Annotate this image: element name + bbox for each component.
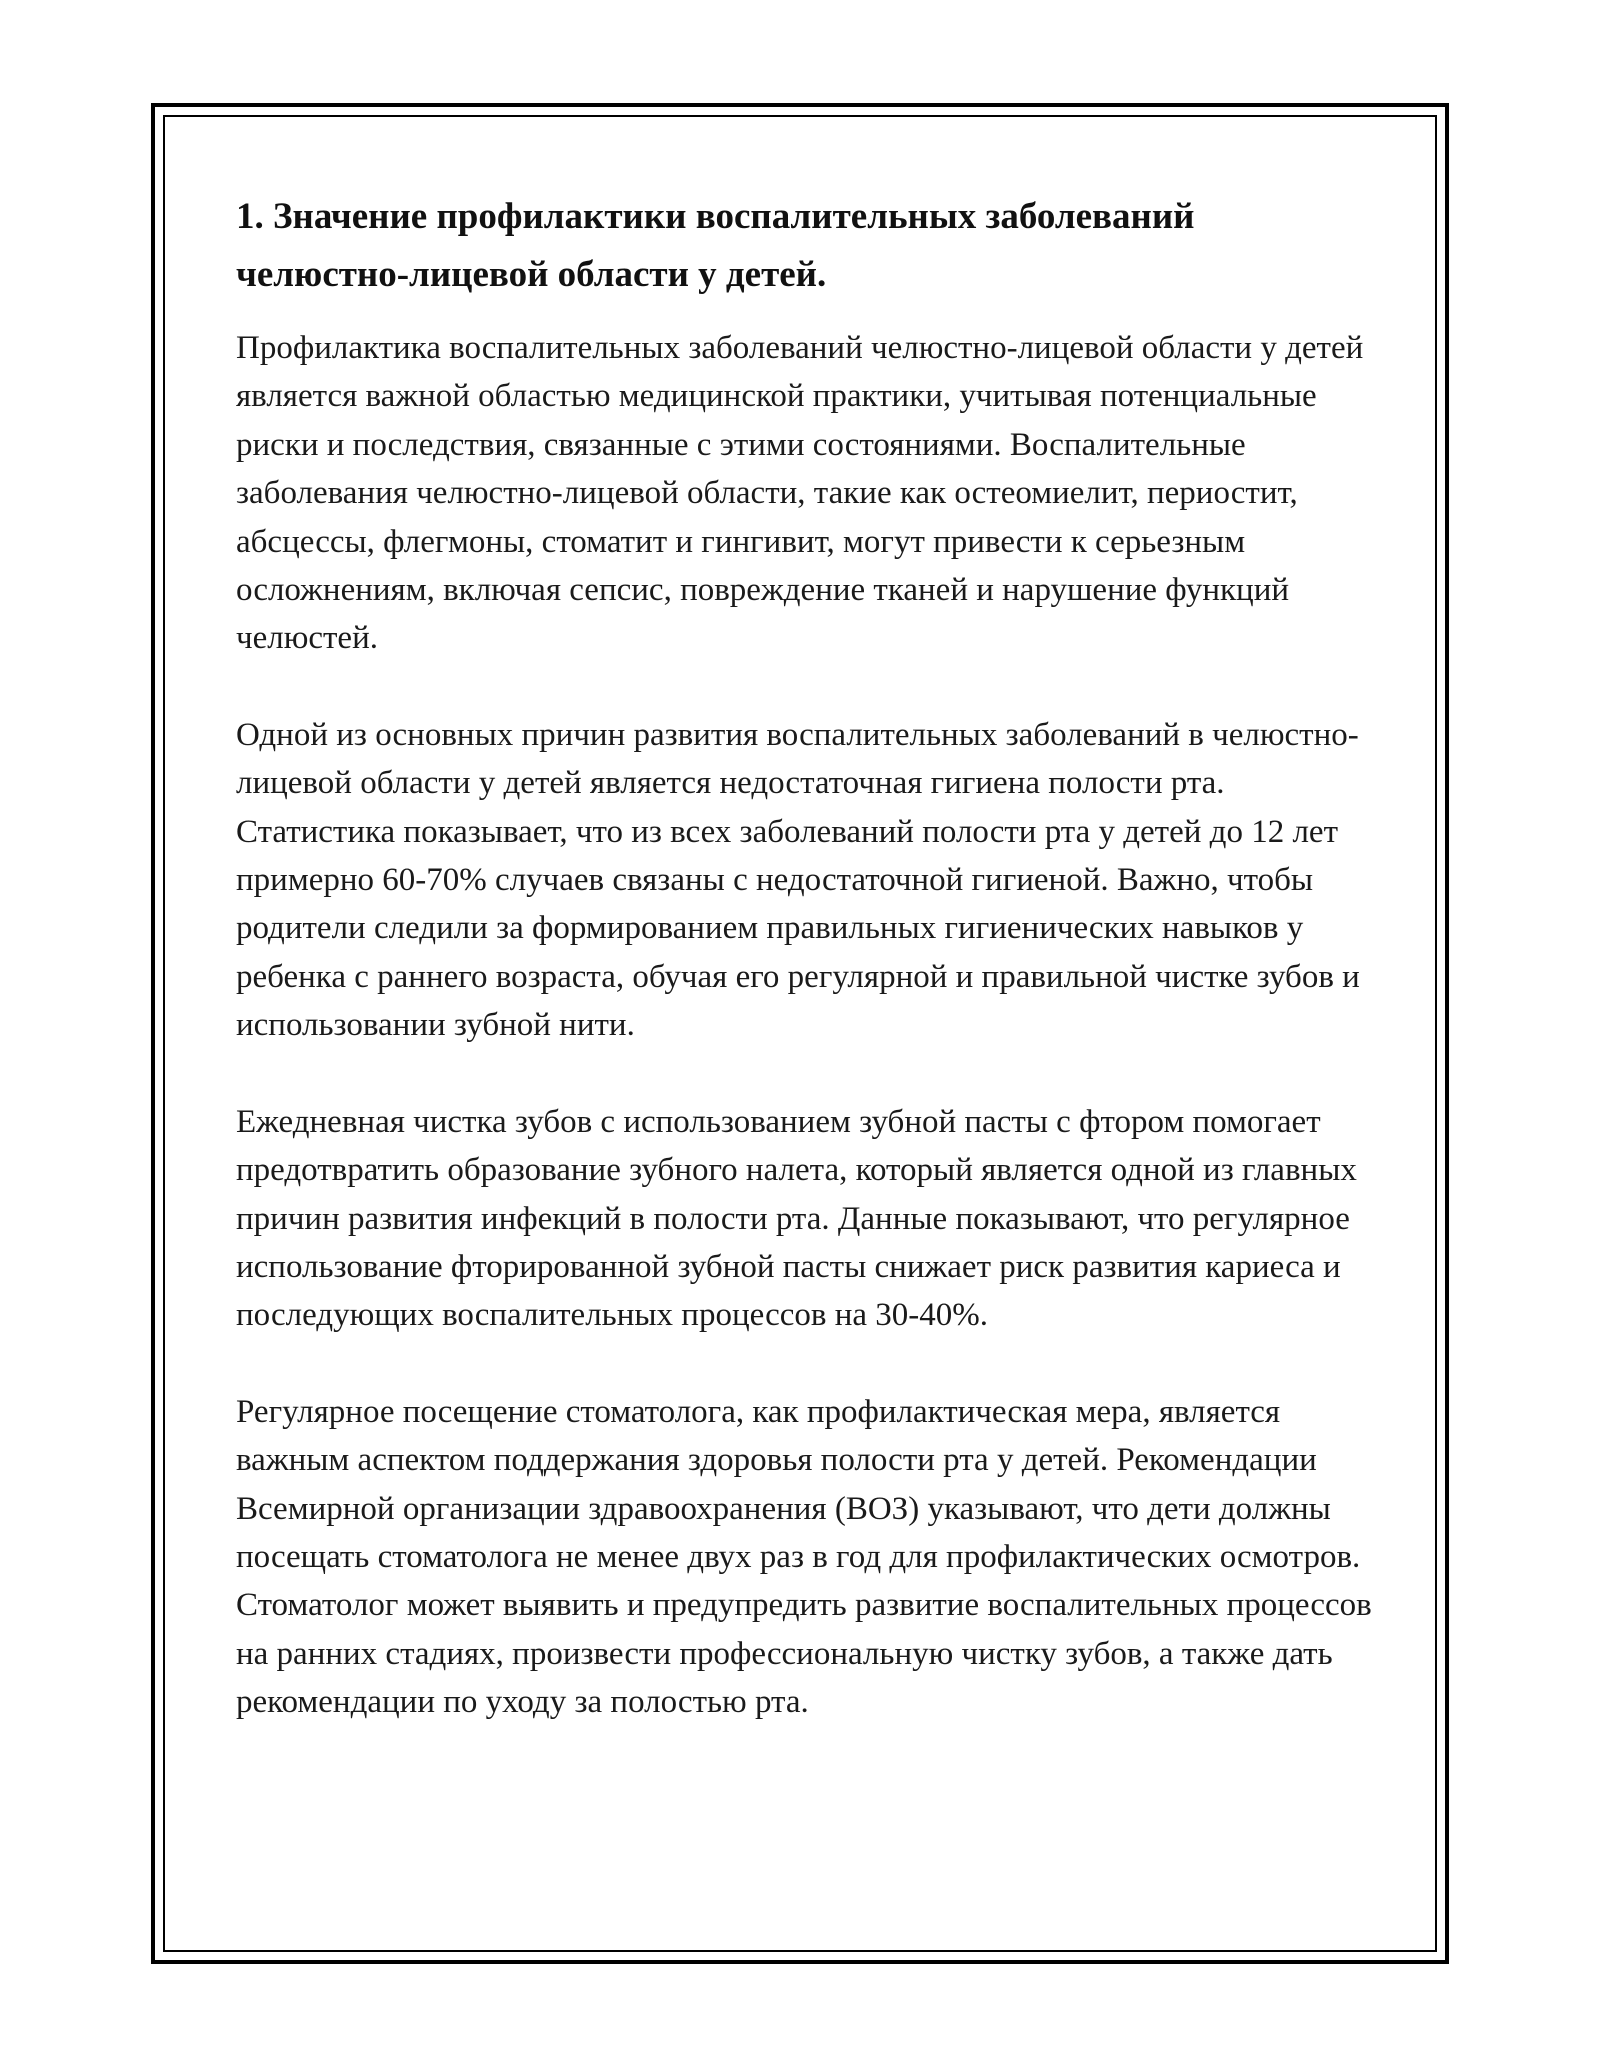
document-body [236,188,1376,1727]
paragraph-oral-hygiene: Одной из основных причин развития воспалительных заболеваний в челюстно-лицевой области у детей является недостаточная гигиена полости рта. Статистика показывает, что из всех заболеваний полости рта у детей до 12 лет примерно 60-70% случаев связаны с недостаточной гигиеной. Важно, чтобы родители следили за формированием правильных гигиенических навыков у ребенка с раннего возраста, обучая его регулярной и правильной чистке зубов и использовании зубной нити. [236,716,1360,1044]
paragraph-dentist-visits: Регулярное посещение стоматолога, как профилактическая мера, является важным аспектом поддержания здоровья полости рта у детей. Рекомендации Всемирной организации здравоохранения (ВОЗ) указывают, что дети должны посещать стоматолога не менее двух раз в год для профилактических осмотров. Стоматолог может выявить и предупредить развитие воспалительных процессов на ранних стадиях, произвести профессиональную чистку зубов, а также дать рекомендации по уходу за полостью рта. [236,1393,1372,1721]
paragraph-fluoride-toothpaste: Ежедневная чистка зубов с использованием зубной пасты с фтором помогает предотвратить образование зубного налета, который является одной из главных причин развития инфекций в полости рта. Данные показывают, что регулярное использование фторированной зубной пасты снижает риск развития кариеса и последующих воспалительных процессов на 30-40%. [236,1103,1357,1334]
paragraph-prevention-importance: Профилактика воспалительных заболеваний челюстно-лицевой области у детей является важной областью медицинской практики, учитывая потенциальные риски и последствия, связанные с этими состояниями. Воспалительные заболевания челюстно-лицевой области, такие как остеомиелит, периостит, абсцессы, флегмоны, стоматит и гингивит, могут привести к серьезным осложнениям, включая сепсис, повреждение тканей и нарушение функций челюстей. [236,330,1364,657]
section-heading: 1. Значение профилактики воспалительных заболеваний челюстно-лицевой области у детей. [236,196,1195,295]
